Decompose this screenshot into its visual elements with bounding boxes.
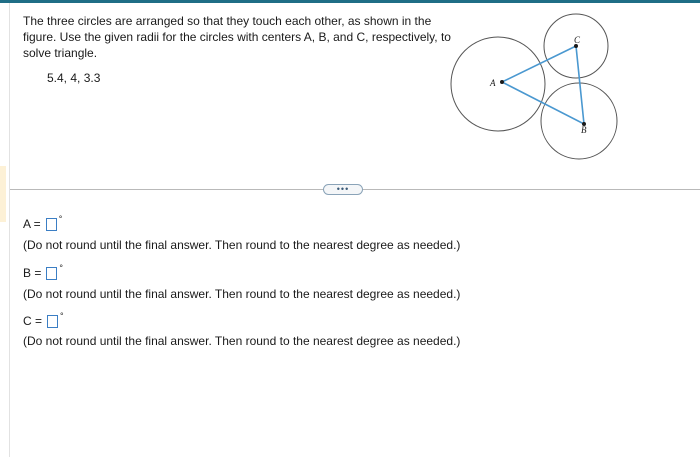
side-tab-marker [0, 166, 6, 222]
circle-a [451, 37, 545, 131]
degree-symbol-a: ° [58, 214, 63, 224]
given-radii: 5.4, 4, 3.3 [47, 71, 101, 85]
rounding-note-a: (Do not round until the final answer. Then round to the nearest degree as needed.) [23, 238, 461, 252]
answer-row-b [23, 263, 63, 280]
left-border [9, 3, 10, 457]
expand-more-button[interactable]: ••• [323, 184, 363, 195]
answer-input-c[interactable] [47, 315, 58, 328]
answer-input-a[interactable] [46, 218, 57, 231]
triangle-abc [502, 46, 584, 124]
answer-var-b: B = [23, 266, 42, 280]
label-c: C [574, 35, 581, 45]
answer-input-b[interactable] [46, 267, 57, 280]
question-text: The three circles are arranged so that they touch each other, as shown in the figure. Use the given radii for the circles with centers A, B, and C, respectively, to solve triangle. [23, 14, 451, 60]
answer-var-a: A = [23, 217, 41, 231]
point-a [500, 80, 504, 84]
degree-symbol-b: ° [59, 263, 63, 273]
label-a: A [490, 78, 496, 88]
answer-var-c: C = [23, 314, 43, 328]
label-b: B [581, 125, 587, 135]
rounding-note-b: (Do not round until the final answer. Then round to the nearest degree as needed.) [23, 287, 461, 301]
answer-row-c [23, 311, 64, 328]
rounding-note-c: (Do not round until the final answer. Then round to the nearest degree as needed.) [23, 334, 461, 348]
degree-symbol-c: ° [60, 311, 64, 321]
three-circles-figure [440, 10, 620, 165]
top-accent-bar [0, 0, 700, 3]
answer-row-a [23, 214, 63, 231]
